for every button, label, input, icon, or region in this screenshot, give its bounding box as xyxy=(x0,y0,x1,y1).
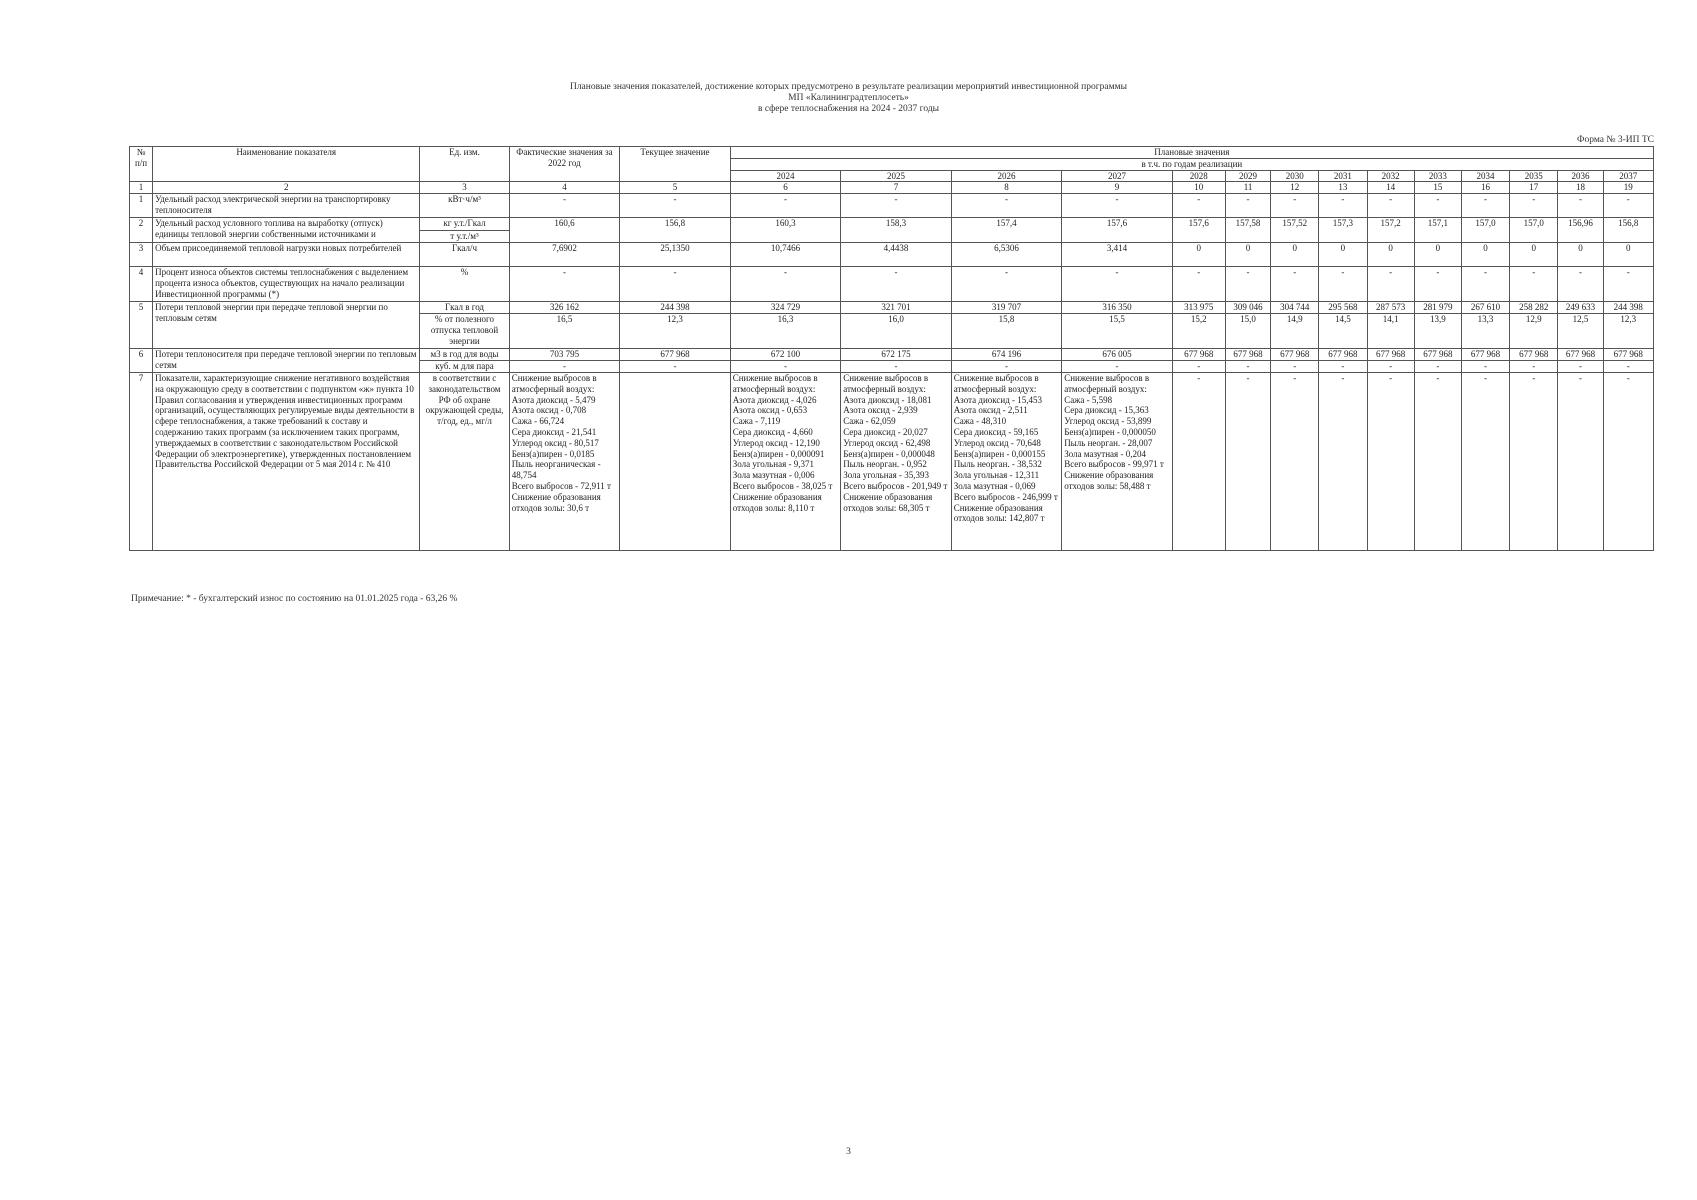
row-plan-value: 677 968 xyxy=(1319,348,1367,360)
header-organization: МП «Калининградтеплосеть» xyxy=(788,93,909,103)
col-header-num: № п/п xyxy=(130,147,153,182)
row-plan-value: 157,3 xyxy=(1319,218,1367,243)
row-plan-value: 157,52 xyxy=(1271,218,1319,243)
row-plan-value: 0 xyxy=(1510,242,1558,266)
col-header-year: 2033 xyxy=(1414,170,1461,182)
col-header-year: 2025 xyxy=(841,170,952,182)
row-current-value: - xyxy=(620,266,731,301)
col-index: 11 xyxy=(1225,182,1270,194)
row-plan-value: - xyxy=(1271,372,1319,550)
row-unit: % от полезного отпуска тепловой энергии xyxy=(420,313,509,348)
col-header-year: 2028 xyxy=(1172,170,1225,182)
row-plan-value: 677 968 xyxy=(1414,348,1461,360)
row-plan-value: 672 175 xyxy=(841,348,952,360)
row-plan-value: 316 350 xyxy=(1062,301,1173,313)
row-plan-value: 157,6 xyxy=(1062,218,1173,243)
row-plan-value: - xyxy=(1603,360,1653,372)
row-plan-value: - xyxy=(1271,194,1319,218)
row-plan-value: 157,0 xyxy=(1461,218,1509,243)
row-plan-value: 287 573 xyxy=(1367,301,1414,313)
row-plan-value: - xyxy=(730,194,841,218)
header-period: в сфере теплоснабжения на 2024 - 2037 годы xyxy=(757,104,940,114)
row-plan-value: 3,414 xyxy=(1062,242,1173,266)
document-header xyxy=(0,82,1697,115)
indicators-table xyxy=(129,146,1654,551)
row-plan-value: - xyxy=(1510,372,1558,550)
row-plan-value: - xyxy=(1172,372,1225,550)
row-plan-value: - xyxy=(1461,372,1509,550)
row-plan-value: - xyxy=(730,360,841,372)
row-unit: Гкал в год xyxy=(420,301,509,313)
row-plan-value: 10,7466 xyxy=(730,242,841,266)
row-plan-value: - xyxy=(1319,372,1367,550)
col-header-current: Текущее значение xyxy=(620,147,731,182)
row-plan-value: - xyxy=(1461,266,1509,301)
row-plan-value: 156,8 xyxy=(1603,218,1653,243)
row-actual-value: - xyxy=(509,360,620,372)
row-plan-value: 0 xyxy=(1172,242,1225,266)
row-actual-value: - xyxy=(509,194,620,218)
row-indicator-name: Показатели, характеризующие снижение негативного воздействия на окружающую среду в соответствии с подпунктом «ж» пункта 10 Правил согласования и утверждения инвестиционных программ организаций, осуществляющих регулируемые виды деятельности в сфере теплоснабжения, а также требований к составу и содержанию таких программ (за исключением таких программ, утверждаемых в соответствии с законодательством Российской Федерации об электроэнергетике), утвержденных постановлением Правительства Российской Федерации от 5 мая 2014 г. № 410 xyxy=(153,372,420,550)
row-plan-value: 12,3 xyxy=(1603,313,1653,348)
row-plan-value: - xyxy=(1461,360,1509,372)
row-indicator-name: Удельный расход электрической энергии на транспортировку теплоносителя xyxy=(153,194,420,218)
page-number: 3 xyxy=(846,1147,851,1157)
row-plan-value: 16,0 xyxy=(841,313,952,348)
col-index: 2 xyxy=(153,182,420,194)
col-header-year: 2027 xyxy=(1062,170,1173,182)
row-plan-value: 0 xyxy=(1461,242,1509,266)
row-plan-value: 677 968 xyxy=(1510,348,1558,360)
col-header-year: 2035 xyxy=(1510,170,1558,182)
row-num: 7 xyxy=(130,372,153,550)
row-plan-value: 267 610 xyxy=(1461,301,1509,313)
col-index: 8 xyxy=(951,182,1062,194)
row-plan-value: 674 196 xyxy=(951,348,1062,360)
col-header-year: 2032 xyxy=(1367,170,1414,182)
row-plan-value: - xyxy=(1225,194,1270,218)
row-plan-value: 13,9 xyxy=(1414,313,1461,348)
col-header-year: 2037 xyxy=(1603,170,1653,182)
row-num: 6 xyxy=(130,348,153,372)
row-unit: м3 в год для воды xyxy=(420,348,509,360)
row-plan-value: 15,5 xyxy=(1062,313,1173,348)
row-plan-value: 14,1 xyxy=(1367,313,1414,348)
row-plan-value: 4,4438 xyxy=(841,242,952,266)
row-plan-value: 157,4 xyxy=(951,218,1062,243)
row-num: 1 xyxy=(130,194,153,218)
row-unit xyxy=(420,218,509,243)
col-index: 6 xyxy=(730,182,841,194)
row-plan-value: 0 xyxy=(1271,242,1319,266)
row-plan-value: Снижение выбросов в атмосферный воздух: Азота диоксид - 15,453 Азота оксид - 2,511 Сажа - 48,310 Сера диоксид - 59,165 Углерод оксид - 70,648 Бенз(а)пирен - 0,000155 Пыль неорган. - 38,532 Зола угольная - 12,311 Зола мазутная - 0,069 Всего выбросов - 246,999 т Снижение образования отходов золы: 142,807 т xyxy=(951,372,1062,550)
table-row xyxy=(130,242,1654,266)
row-plan-value: 258 282 xyxy=(1510,301,1558,313)
row-plan-value: - xyxy=(1319,266,1367,301)
col-header-year: 2031 xyxy=(1319,170,1367,182)
row-plan-value: - xyxy=(1461,194,1509,218)
row-plan-value: 677 968 xyxy=(1558,348,1603,360)
row-current-value: 244 398 xyxy=(620,301,731,313)
row-plan-value: 12,5 xyxy=(1558,313,1603,348)
row-plan-value: 672 100 xyxy=(730,348,841,360)
row-plan-value: - xyxy=(1558,372,1603,550)
row-plan-value: - xyxy=(1271,266,1319,301)
row-plan-value: 15,8 xyxy=(951,313,1062,348)
row-plan-value: - xyxy=(1367,360,1414,372)
row-plan-value: 304 744 xyxy=(1271,301,1319,313)
row-actual-value: 7,6902 xyxy=(509,242,620,266)
table-row xyxy=(130,266,1654,301)
row-plan-value: 14,9 xyxy=(1271,313,1319,348)
row-plan-value: - xyxy=(1367,266,1414,301)
row-plan-value: Снижение выбросов в атмосферный воздух: Азота диоксид - 4,026 Азота оксид - 0,653 Сажа - 7,119 Сера диоксид - 4,660 Углерод оксид - 12,190 Бенз(а)пирен - 0,000091 Зола угольная - 9,371 Зола мазутная - 0,006 Всего выбросов - 38,025 т Снижение образования отходов золы: 8,110 т xyxy=(730,372,841,550)
col-header-year: 2024 xyxy=(730,170,841,182)
col-index: 15 xyxy=(1414,182,1461,194)
row-plan-value: - xyxy=(1414,266,1461,301)
row-plan-value: 676 005 xyxy=(1062,348,1173,360)
row-current-value xyxy=(620,372,731,550)
row-plan-value: - xyxy=(1062,194,1173,218)
row-unit: Гкал/ч xyxy=(420,242,509,266)
row-plan-value: - xyxy=(1414,360,1461,372)
row-unit: кВт·ч/м³ xyxy=(420,194,509,218)
row-plan-value: - xyxy=(1603,194,1653,218)
row-plan-value: - xyxy=(1510,266,1558,301)
row-plan-value: Снижение выбросов в атмосферный воздух: Азота диоксид - 18,081 Азота оксид - 2,939 Сажа - 62,059 Сера диоксид - 20,027 Углерод оксид - 62,498 Бенз(а)пирен - 0,000048 Пыль неорган. - 0,952 Зола угольная - 35,393 Всего выбросов - 201,949 т Снижение образования отходов золы: 68,305 т xyxy=(841,372,952,550)
table-row xyxy=(130,194,1654,218)
row-plan-value: - xyxy=(1558,194,1603,218)
row-plan-value: - xyxy=(1225,360,1270,372)
header-title: Плановые значения показателей, достижение которых предусмотрено в результате реализации мероприятий инвестиционной программы xyxy=(569,82,1128,92)
row-plan-value: 157,58 xyxy=(1225,218,1270,243)
table-row xyxy=(130,348,1654,360)
row-plan-value: 0 xyxy=(1225,242,1270,266)
row-current-value: 12,3 xyxy=(620,313,731,348)
row-plan-value: 13,3 xyxy=(1461,313,1509,348)
row-plan-value: - xyxy=(1367,194,1414,218)
row-plan-value: 677 968 xyxy=(1603,348,1653,360)
row-plan-value: - xyxy=(841,194,952,218)
row-plan-value: - xyxy=(1414,372,1461,550)
col-index: 3 xyxy=(420,182,509,194)
row-plan-value: - xyxy=(1414,194,1461,218)
col-index: 5 xyxy=(620,182,731,194)
row-plan-value: 160,3 xyxy=(730,218,841,243)
row-plan-value: 0 xyxy=(1558,242,1603,266)
row-plan-value: 677 968 xyxy=(1225,348,1270,360)
row-plan-value: 14,5 xyxy=(1319,313,1367,348)
row-plan-value: - xyxy=(1062,360,1173,372)
row-plan-value: 295 568 xyxy=(1319,301,1367,313)
col-header-by-years: в т.ч. по годам реализации xyxy=(730,158,1653,170)
col-header-name: Наименование показателя xyxy=(153,147,420,182)
row-plan-value: 321 701 xyxy=(841,301,952,313)
row-indicator-name: Потери тепловой энергии при передаче тепловой энергии по тепловым сетям xyxy=(153,301,420,348)
col-header-actual: Фактические значения за 2022 год xyxy=(509,147,620,182)
row-plan-value: - xyxy=(1367,372,1414,550)
row-plan-value: 677 968 xyxy=(1367,348,1414,360)
row-plan-value: 0 xyxy=(1603,242,1653,266)
col-index: 1 xyxy=(130,182,153,194)
row-plan-value: - xyxy=(1172,194,1225,218)
col-header-year: 2034 xyxy=(1461,170,1509,182)
row-plan-value: - xyxy=(1558,266,1603,301)
row-plan-value: 244 398 xyxy=(1603,301,1653,313)
row-plan-value: - xyxy=(1172,266,1225,301)
row-plan-value: - xyxy=(1172,360,1225,372)
col-index: 12 xyxy=(1271,182,1319,194)
row-plan-value: 677 968 xyxy=(1172,348,1225,360)
col-index: 17 xyxy=(1510,182,1558,194)
col-header-year: 2029 xyxy=(1225,170,1270,182)
col-index: 4 xyxy=(509,182,620,194)
unit-secondary: т у.т./м³ xyxy=(450,231,479,242)
row-plan-value: 313 975 xyxy=(1172,301,1225,313)
row-plan-value: - xyxy=(730,266,841,301)
row-plan-value: - xyxy=(951,266,1062,301)
row-plan-value: 157,6 xyxy=(1172,218,1225,243)
row-plan-value: Снижение выбросов в атмосферный воздух: Сажа - 5,598 Сера диоксид - 15,363 Углерод оксид - 53,899 Бенз(а)пирен - 0,000050 Пыль неорган. - 28,007 Зола мазутная - 0,204 Всего выбросов - 99,971 т Снижение образования отходов золы: 58,488 т xyxy=(1062,372,1173,550)
row-plan-value: 157,0 xyxy=(1510,218,1558,243)
row-plan-value: - xyxy=(1603,372,1653,550)
footnote: Примечание: * - бухгалтерский износ по состоянию на 01.01.2025 года - 63,26 % xyxy=(131,594,458,604)
form-label: Форма № 3-ИП ТС xyxy=(1577,135,1654,145)
row-plan-value: - xyxy=(1603,266,1653,301)
row-plan-value: - xyxy=(1319,194,1367,218)
row-plan-value: - xyxy=(1225,266,1270,301)
row-plan-value: 12,9 xyxy=(1510,313,1558,348)
row-current-value: - xyxy=(620,194,731,218)
row-plan-value: - xyxy=(951,360,1062,372)
col-index: 9 xyxy=(1062,182,1173,194)
row-plan-value: - xyxy=(1319,360,1367,372)
col-header-planned: Плановые значения xyxy=(730,147,1653,159)
col-index: 7 xyxy=(841,182,952,194)
row-plan-value: 0 xyxy=(1414,242,1461,266)
row-actual-value: 16,5 xyxy=(509,313,620,348)
row-plan-value: 15,0 xyxy=(1225,313,1270,348)
row-plan-value: 677 968 xyxy=(1271,348,1319,360)
index-row xyxy=(130,182,1654,194)
row-indicator-name: Процент износа объектов системы теплоснабжения с выделением процента износа объектов, существующих на начало реализации Инвестиционной программы (*) xyxy=(153,266,420,301)
col-index: 14 xyxy=(1367,182,1414,194)
col-header-year: 2030 xyxy=(1271,170,1319,182)
row-plan-value: 281 979 xyxy=(1414,301,1461,313)
col-index: 10 xyxy=(1172,182,1225,194)
row-num: 3 xyxy=(130,242,153,266)
row-plan-value: 156,96 xyxy=(1558,218,1603,243)
row-plan-value: 158,3 xyxy=(841,218,952,243)
row-actual-value: 703 795 xyxy=(509,348,620,360)
row-plan-value: - xyxy=(841,360,952,372)
row-current-value: 156,8 xyxy=(620,218,731,243)
row-indicator-name: Объем присоединяемой тепловой нагрузки новых потребителей xyxy=(153,242,420,266)
row-plan-value: 309 046 xyxy=(1225,301,1270,313)
row-plan-value: 6,5306 xyxy=(951,242,1062,266)
col-index: 18 xyxy=(1558,182,1603,194)
col-header-unit: Ед. изм. xyxy=(420,147,509,182)
row-plan-value: 0 xyxy=(1367,242,1414,266)
row-num: 5 xyxy=(130,301,153,348)
row-plan-value: - xyxy=(1510,360,1558,372)
row-current-value: - xyxy=(620,360,731,372)
col-index: 16 xyxy=(1461,182,1509,194)
unit-primary: кг у.т./Гкал xyxy=(420,218,508,231)
row-plan-value: 15,2 xyxy=(1172,313,1225,348)
row-actual-value: 160,6 xyxy=(509,218,620,243)
col-header-year: 2026 xyxy=(951,170,1062,182)
row-plan-value: - xyxy=(1510,194,1558,218)
row-actual-value: Снижение выбросов в атмосферный воздух: Азота диоксид - 5,479 Азота оксид - 0,708 Сажа - 66,724 Сера диоксид - 21,541 Углерод оксид - 80,517 Бенз(а)пирен - 0,0185 Пыль неорганическая - 48,754 Всего выбросов - 72,911 т Снижение образования отходов золы: 30,6 т xyxy=(509,372,620,550)
row-plan-value: - xyxy=(1062,266,1173,301)
table-row xyxy=(130,218,1654,243)
row-indicator-name: Удельный расход условного топлива на выработку (отпуск) единицы тепловой энергии собственными источниками и xyxy=(153,218,420,243)
col-header-year: 2036 xyxy=(1558,170,1603,182)
row-plan-value: - xyxy=(1225,372,1270,550)
col-index: 13 xyxy=(1319,182,1367,194)
row-plan-value: - xyxy=(841,266,952,301)
table-row xyxy=(130,301,1654,313)
col-index: 19 xyxy=(1603,182,1653,194)
row-plan-value: 324 729 xyxy=(730,301,841,313)
row-plan-value: 157,2 xyxy=(1367,218,1414,243)
row-unit: % xyxy=(420,266,509,301)
row-plan-value: 677 968 xyxy=(1461,348,1509,360)
table-row xyxy=(130,372,1654,550)
row-plan-value: 157,1 xyxy=(1414,218,1461,243)
row-current-value: 25,1350 xyxy=(620,242,731,266)
row-num: 4 xyxy=(130,266,153,301)
row-unit: в соответствии с законодательством РФ об охране окружающей среды, т/год, ед., мг/л xyxy=(420,372,509,550)
row-num: 2 xyxy=(130,218,153,243)
row-unit: куб. м для пара xyxy=(420,360,509,372)
row-indicator-name: Потери теплоносителя при передаче тепловой энергии по тепловым сетям xyxy=(153,348,420,372)
row-plan-value: 16,3 xyxy=(730,313,841,348)
row-plan-value: 319 707 xyxy=(951,301,1062,313)
row-plan-value: - xyxy=(1271,360,1319,372)
row-plan-value: - xyxy=(951,194,1062,218)
header-row xyxy=(130,147,1654,159)
row-current-value: 677 968 xyxy=(620,348,731,360)
row-actual-value: 326 162 xyxy=(509,301,620,313)
row-plan-value: 249 633 xyxy=(1558,301,1603,313)
row-actual-value: - xyxy=(509,266,620,301)
row-plan-value: - xyxy=(1558,360,1603,372)
row-plan-value: 0 xyxy=(1319,242,1367,266)
